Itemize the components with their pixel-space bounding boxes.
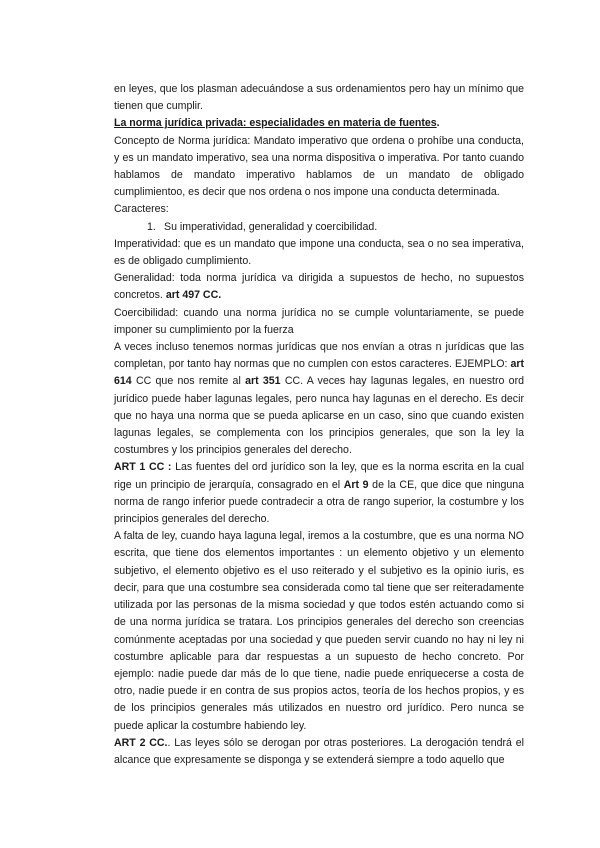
- lagunas-text-1: A veces incluso tenemos normas jurídicas que nos envían a otras n jurídicas que las completan, por tanto hay normas que no cumplen con estos caracteres. EJEMPLO:: [114, 341, 524, 371]
- list-item-text: Su imperatividad, generalidad y coercibilidad.: [164, 220, 378, 233]
- section-heading: [114, 115, 524, 132]
- article-ref: art 614: [114, 358, 524, 388]
- paragraph-art2: [114, 735, 524, 769]
- caracteres-list: [114, 219, 524, 236]
- art2-text: . Las leyes sólo se derogan por otras posteriores. La derogación tendrá el alcance que expresamente se disponga y se extenderá siempre a todo aquello que: [114, 736, 524, 766]
- list-item: [114, 219, 524, 236]
- lagunas-text-2: CC que nos remite al: [135, 375, 241, 388]
- article-ref: art 351: [245, 375, 281, 388]
- list-number: 1.: [147, 220, 156, 233]
- lagunas-text-3: CC. A veces hay lagunas legales, en nuestro ord jurídico puede haber lagunas legales, pero nunca hay lagunas en el derecho. Es decir que no haya una norma que se pueda aplicarse en un caso, sino que cuando existen lagunas legales, se complementa con los principios generales, que son la ley la costumbres y los principios generales del derecho.: [114, 375, 524, 457]
- article-ref: art 497 CC.: [165, 289, 222, 302]
- art1-text-2: de la CE, que dice que ninguna norma de rango inferior puede contradecir a otra de rango superior, la costumbre y los principios generales del derecho.: [114, 478, 525, 526]
- article-ref: Art 9: [343, 478, 369, 491]
- section-heading-period: .: [436, 117, 440, 130]
- paragraph-intro: en leyes, que los plasman adecuándose a sus ordenamientos pero hay un mínimo que tienen que cumplir.: [114, 83, 524, 113]
- section-heading-text: La norma jurídica privada: especialidades en materia de fuentes: [114, 117, 437, 130]
- paragraph-caracteres-label: Caracteres:: [114, 203, 169, 216]
- document-body: [114, 81, 524, 769]
- paragraph-lagunas: [114, 339, 524, 459]
- paragraph-costumbre: A falta de ley, cuando haya laguna legal, iremos a la costumbre, que es una norma NO escrita, que tiene dos elementos importantes : un elemento objetivo y un elemento subjetivo, el elemento objetivo es el uso reiterado y el subjetivo es la opinio iuris, es decir, para que una costumbre sea considerada como tal tiene que ser reiteradamente utilizada por las personas de la misma sociedad y que todos estén actuando como si de una norma jurídica se tratara. Los principios generales del derecho son creencias comúnmente aceptadas por una sociedad y que pueden servir cuando no hay ni ley ni costumbre aplicable para dar respuestas a un supuesto de hecho concreto. Por ejemplo: nadie puede dar más de lo que tiene, nadie puede enriquecerse a costa de otro, nadie puede ir en contra de sus propios actos, teoría de los hechos propios, y es de los principios generales más utilizados en nuestro ord jurídico. Pero nunca se puede aplicar la costumbre habiendo ley.: [114, 530, 524, 732]
- paragraph-generalidad: [114, 270, 524, 304]
- paragraph-coercibilidad: Coercibilidad: cuando una norma jurídica no se cumple voluntariamente, se puede imponer su cumplimiento por la fuerza: [114, 306, 524, 336]
- article-ref: ART 1 CC :: [114, 461, 172, 474]
- art1-text-1: Las fuentes del ord jurídico son la ley, que es la norma escrita en la cual rige un principio de jerarquía, consagrado en el: [114, 461, 525, 491]
- paragraph-concepto: Concepto de Norma jurídica: Mandato imperativo que ordena o prohíbe una conducta, y es un mandato imperativo, sea una norma dispositiva o imperativa. Por tanto cuando hablamos de mandato imperativo hablamos de un mandato de obligado cumplimientoo, es decir que nos ordena o nos impone una conducta determinada.: [114, 134, 524, 199]
- generalidad-text: Generalidad: toda norma jurídica va dirigida a supuestos de hecho, no supuestos concretos.: [114, 272, 524, 302]
- article-ref: ART 2 CC.: [114, 736, 168, 749]
- paragraph-art1: [114, 459, 524, 528]
- paragraph-imperatividad: Imperatividad: que es un mandato que impone una conducta, sea o no sea imperativa, es de obligado cumplimiento.: [114, 237, 524, 268]
